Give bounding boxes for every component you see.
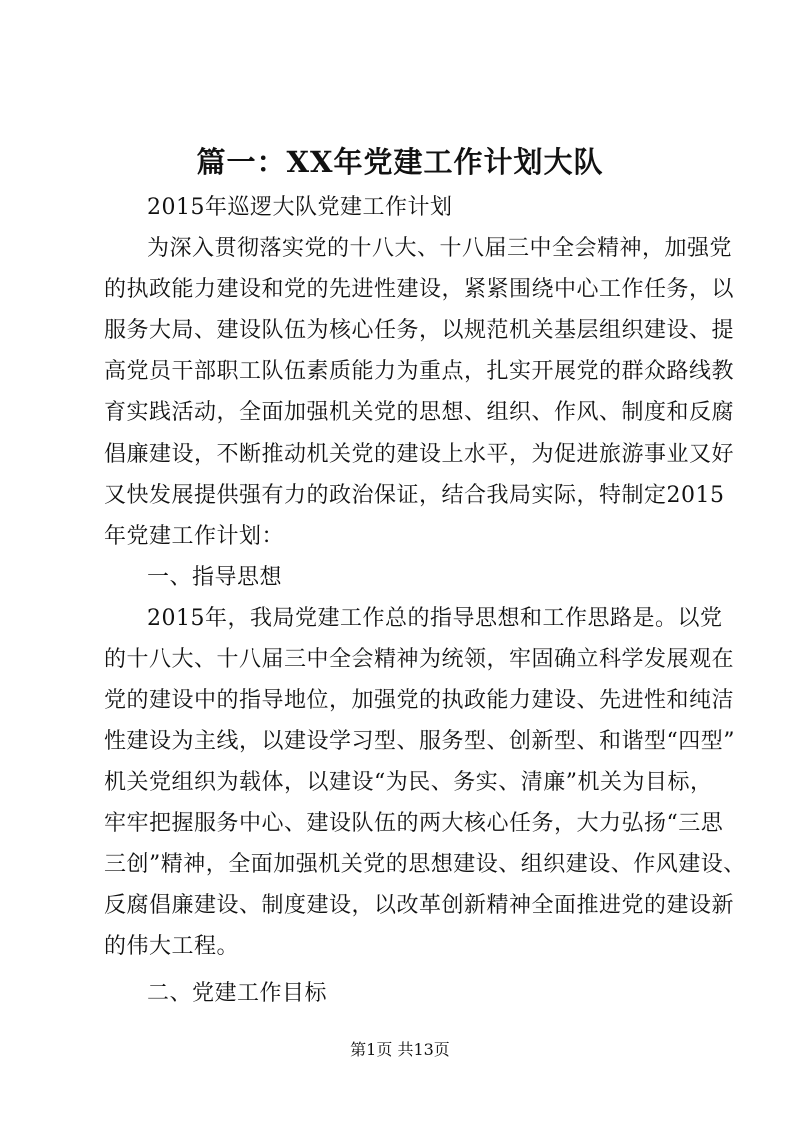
body-line: 反腐倡廉建设、制度建设，以改革创新精神全面推进党的建设新 [104,893,735,918]
body-line: 为深入贯彻落实党的十八大、十八届三中全会精神，加强党 [147,236,733,261]
body-line: 2015年巡逻大队党建工作计划 [147,195,453,220]
body-line: 的执政能力建设和党的先进性建设，紧紧围绕中心工作任务，以 [104,277,735,302]
body-line: 倡廉建设，不断推动机关党的建设上水平，为促进旅游事业又好 [104,442,735,467]
body-line: 机关党组织为载体，以建设“为民、务实、清廉”机关为目标， [104,770,713,795]
body-line: 2015年，我局党建工作总的指导思想和工作思路是。以党 [147,606,723,631]
body-line: 高党员干部职工队伍素质能力为重点，扎实开展党的群众路线教 [104,359,735,384]
body-line: 的十八大、十八届三中全会精神为统领，牢固确立科学发展观在 [104,647,735,672]
section-heading: 一、指导思想 [147,565,283,590]
body-line: 年党建工作计划： [104,524,285,549]
body-line: 牢牢把握服务中心、建设队伍的两大核心任务，大力弘扬“三思 [104,811,724,836]
body-line: 党的建设中的指导地位，加强党的执政能力建设、先进性和纯洁 [104,688,735,713]
document-title: 篇一：XX年党建工作计划大队 [196,145,604,179]
body-line: 的伟大工程。 [104,934,240,959]
page-footer: 第1页 共13页 [350,1040,450,1059]
body-line: 又快发展提供强有力的政治保证，结合我局实际，特制定2015 [104,483,725,508]
body-line: 性建设为主线，以建设学习型、服务型、创新型、和谐型“四型” [104,729,735,754]
section-heading: 二、党建工作目标 [147,981,328,1006]
body-line: 三创”精神，全面加强机关党的思想建设、组织建设、作风建设、 [104,852,746,877]
body-line: 服务大局、建设队伍为核心任务，以规范机关基层组织建设、提 [104,318,735,343]
body-line: 育实践活动，全面加强机关党的思想、组织、作风、制度和反腐 [104,400,735,425]
